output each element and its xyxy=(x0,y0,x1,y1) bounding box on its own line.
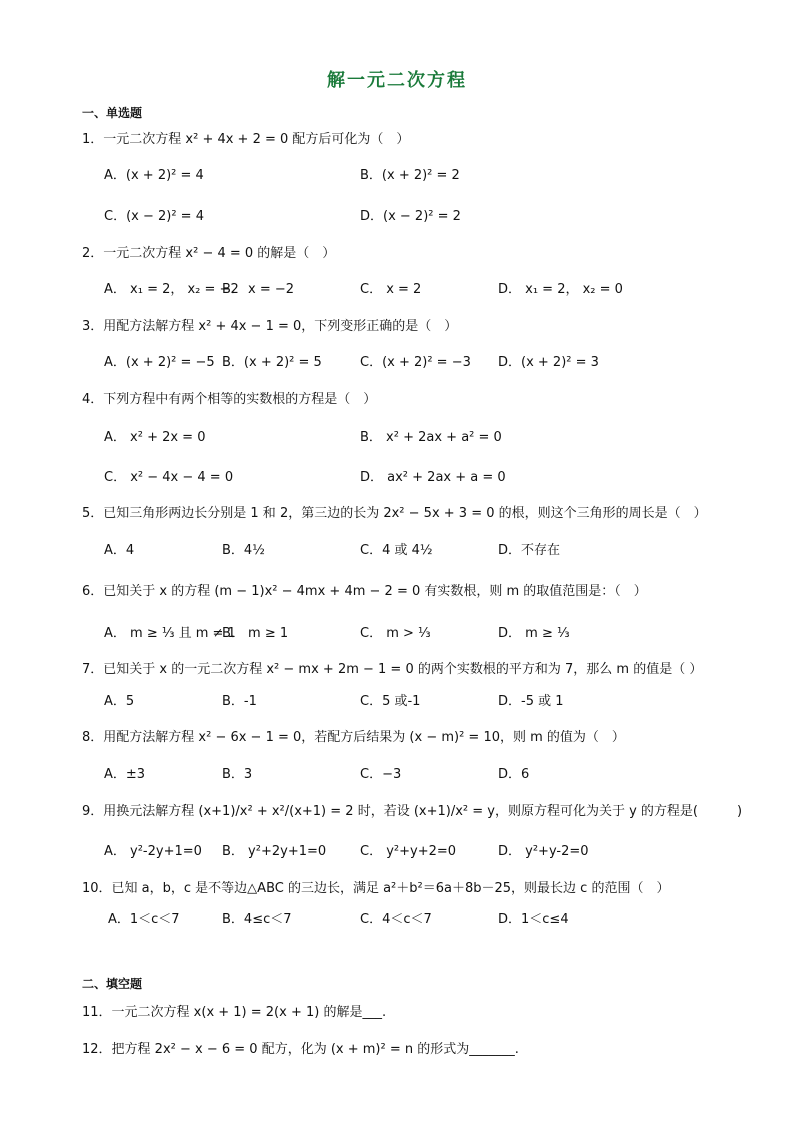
question-9-option-d: D． y²+y-2=0 xyxy=(498,844,589,859)
question-3-option-c: C．(x + 2)² = −3 xyxy=(360,355,471,370)
question-2-option-d: D． x₁ = 2， x₂ = 0 xyxy=(498,282,623,297)
question-7-option-b: B．-1 xyxy=(222,694,257,709)
question-5-option-d: D．不存在 xyxy=(498,543,561,558)
question-10-option-c: C．4＜c＜7 xyxy=(360,912,432,927)
section-heading-single-choice: 一、单选题 xyxy=(82,106,143,120)
question-10-stem: 10．已知 a，b，c 是不等边△ABC 的三边长，满足 a²＋b²＝6a＋8b－25，则最长边 c 的范围（ ） xyxy=(82,881,670,896)
question-1-option-a: A．(x + 2)² = 4 xyxy=(104,168,204,183)
question-3-stem: 3．用配方法解方程 x² + 4x − 1 = 0，下列变形正确的是（ ） xyxy=(82,319,458,334)
question-2-option-c: C． x = 2 xyxy=(360,282,422,297)
question-3-option-b: B．(x + 2)² = 5 xyxy=(222,355,322,370)
question-6-option-c: C． m > ⅓ xyxy=(360,626,431,641)
section-heading-fill-in: 二、填空题 xyxy=(82,977,143,991)
question-9-stem: 9．用换元法解方程 (x+1)/x² + x²/(x+1) = 2 时，若设 (x+1)/x² = y，则原方程可化为关于 y 的方程是( ) xyxy=(82,804,743,819)
question-1-stem: 1．一元二次方程 x² + 4x + 2 = 0 配方后可化为（ ） xyxy=(82,132,410,147)
question-9-option-b: B． y²+2y+1=0 xyxy=(222,844,327,859)
question-10-option-b: B．4≤c＜7 xyxy=(222,912,292,927)
question-8-option-b: B．3 xyxy=(222,767,253,782)
question-7-option-c: C．5 或-1 xyxy=(360,694,421,709)
question-1-option-d: D．(x − 2)² = 2 xyxy=(360,209,461,224)
question-12-stem: 12．把方程 2x² − x − 6 = 0 配方，化为 (x + m)² = n 的形式为_______. xyxy=(82,1042,519,1057)
question-4-option-a: A． x² + 2x = 0 xyxy=(104,430,206,445)
question-4-option-b: B． x² + 2ax + a² = 0 xyxy=(360,430,502,445)
question-10-option-d: D．1＜c≤4 xyxy=(498,912,569,927)
question-8-option-a: A．±3 xyxy=(104,767,146,782)
question-9-option-c: C． y²+y+2=0 xyxy=(360,844,457,859)
question-2-option-a: A． x₁ = 2， x₂ = −2 xyxy=(104,282,239,297)
question-7-option-a: A．5 xyxy=(104,694,135,709)
question-1-option-b: B．(x + 2)² = 2 xyxy=(360,168,460,183)
question-3-option-d: D．(x + 2)² = 3 xyxy=(498,355,599,370)
question-5-option-b: B．4½ xyxy=(222,543,265,558)
question-7-option-d: D．-5 或 1 xyxy=(498,694,564,709)
question-3-option-a: A．(x + 2)² = −5 xyxy=(104,355,215,370)
question-8-option-c: C．−3 xyxy=(360,767,402,782)
question-4-option-c: C． x² − 4x − 4 = 0 xyxy=(104,470,234,485)
question-10-option-a: A．1＜c＜7 xyxy=(108,912,180,927)
question-1-option-c: C．(x − 2)² = 4 xyxy=(104,209,204,224)
question-2-option-b: B． x = −2 xyxy=(222,282,295,297)
question-6-option-a: A． m ≥ ⅓ 且 m ≠ 1 xyxy=(104,626,236,641)
question-5-option-a: A．4 xyxy=(104,543,135,558)
question-4-option-d: D． ax² + 2ax + a = 0 xyxy=(360,470,506,485)
question-5-stem: 5．已知三角形两边长分别是 1 和 2，第三边的长为 2x² − 5x + 3 = 0 的根，则这个三角形的周长是（ ） xyxy=(82,506,707,521)
question-4-stem: 4．下列方程中有两个相等的实数根的方程是（ ） xyxy=(82,392,377,407)
question-5-option-c: C．4 或 4½ xyxy=(360,543,433,558)
question-6-stem: 6．已知关于 x 的方程 (m − 1)x² − 4mx + 4m − 2 = 0 有实数根，则 m 的取值范围是：（ ） xyxy=(82,584,647,599)
question-6-option-d: D． m ≥ ⅓ xyxy=(498,626,570,641)
question-2-stem: 2．一元二次方程 x² − 4 = 0 的解是（ ） xyxy=(82,246,336,261)
question-8-option-d: D．6 xyxy=(498,767,530,782)
page-title: 解一元二次方程 xyxy=(327,70,467,91)
question-11-stem: 11．一元二次方程 x(x + 1) = 2(x + 1) 的解是___. xyxy=(82,1005,387,1020)
question-6-option-b: B． m ≥ 1 xyxy=(222,626,289,641)
question-8-stem: 8．用配方法解方程 x² − 6x − 1 = 0，若配方后结果为 (x − m)² = 10，则 m 的值为（ ） xyxy=(82,730,625,745)
question-7-stem: 7．已知关于 x 的一元二次方程 x² − mx + 2m − 1 = 0 的两个实数根的平方和为 7，那么 m 的值是（ ） xyxy=(82,662,703,677)
question-9-option-a: A． y²-2y+1=0 xyxy=(104,844,202,859)
